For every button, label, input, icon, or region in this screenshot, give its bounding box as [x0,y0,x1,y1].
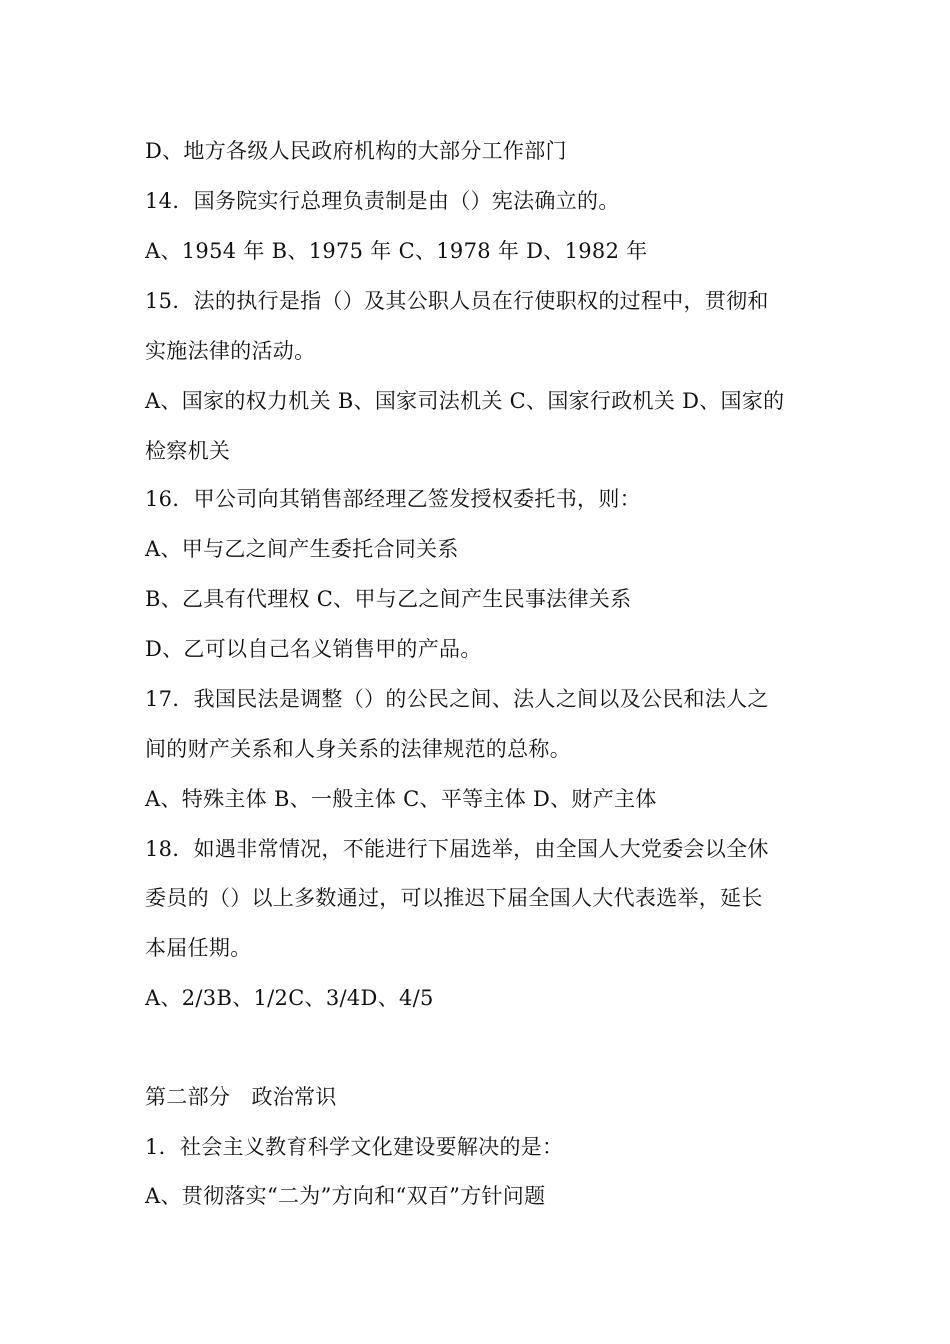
options-14: A、1954 年 B、1975 年 C、1978 年 D、1982 年 [145,239,648,263]
option-line-13d: D、地方各级人民政府机构的大部分工作部门 [145,139,567,163]
options-15-line-1: A、国家的权力机关 B、国家司法机关 C、国家行政机关 D、国家的 [145,389,785,413]
question-15-line-2: 实施法律的活动。 [145,339,316,363]
option-16d: D、乙可以自己名义销售甲的产品。 [145,637,482,661]
part-2-option-1a: A、贯彻落实“二为”方向和“双百”方针问题 [145,1184,546,1208]
options-15-line-2: 检察机关 [145,439,231,463]
options-18: A、2/3B、1/2C、3/4D、4/5 [145,986,434,1010]
options-17: A、特殊主体 B、一般主体 C、平等主体 D、财产主体 [145,787,657,811]
question-15-line-1: 15．法的执行是指（）及其公职人员在行使职权的过程中，贯彻和 [145,289,769,313]
options-16bc: B、乙具有代理权 C、甲与乙之间产生民事法律关系 [145,587,632,611]
question-18-line-3: 本届任期。 [145,936,252,960]
option-16a: A、甲与乙之间产生委托合同关系 [145,537,459,561]
question-14: 14．国务院实行总理负责制是由（）宪法确立的。 [145,189,620,213]
question-17-line-1: 17．我国民法是调整（）的公民之间、法人之间以及公民和法人之 [145,687,769,711]
question-18-line-1: 18．如遇非常情况，不能进行下届选举，由全国人大党委会以全休 [145,837,769,861]
question-17-line-2: 间的财产关系和人身关系的法律规范的总称。 [145,737,571,761]
question-16: 16．甲公司向其销售部经理乙签发授权委托书，则： [145,487,641,511]
question-18-line-2: 委员的（）以上多数通过，可以推迟下届全国人大代表选举，延长 [145,886,763,910]
section-heading-part-2: 第二部分 政治常识 [145,1085,337,1109]
part-2-question-1: 1．社会主义教育科学文化建设要解决的是： [145,1135,564,1159]
